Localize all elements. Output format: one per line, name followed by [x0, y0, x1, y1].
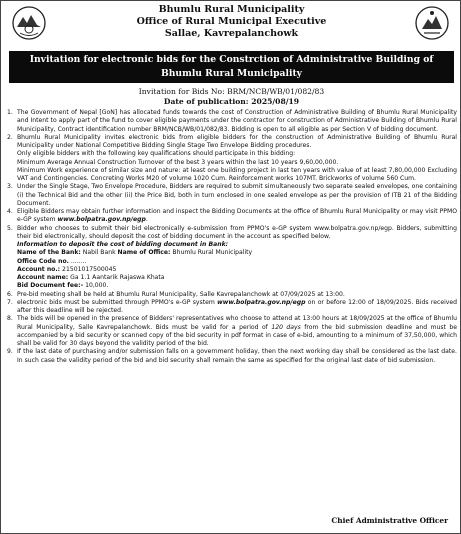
notice-body: [7, 109, 457, 365]
clause-1: 1. The Government of Nepal [GoN] has allocated funds towards the cost of Construction of Administrative Building of Bhumlu Rural Municipality and Intent to apply part of the fund to cover eligible payments under the contractor for construction of Administrative Building of Bhumlu Rural Municipality, Contract identification number BRM/NCB/WB/01/082/83. Bidding is open to all eligible as per Section V of bidding document.: [7, 109, 457, 133]
account-no-row: Account no.: 21501017500045: [17, 265, 117, 273]
banner-line-1: Invitation for electronic bids for the Constrction of Administrative Building of: [29, 54, 434, 65]
publication-date: Date of publication: 2025/08/19: [163, 97, 300, 106]
clause-9: 9. If the last date of purchasing and/or submission falls on a government holiday, then the next working day shall be considered as the last date. In such case the validity period of the bid and bid security shall remain the same as specified for the original last date of bid submission.: [7, 348, 457, 364]
clause-2-turnover: Minimum Average Annual Construction Turnover of the best 3 years within the last 10 years 9,60,00,000.: [17, 158, 339, 166]
clause-7: 7. electronic bids must be submitted through PPMO's e-GP system www.bolpatra.gov.np/egp on or before 12:00 of 18/09/2025. Bids received after this deadline will be rejected.: [7, 298, 457, 314]
notice-banner: [9, 51, 454, 83]
header-address: Sallae, Kavrepalanchowk: [164, 28, 299, 39]
header: [1, 4, 461, 40]
notice-meta: [1, 87, 461, 107]
ifb-number: Invitation for Bids No: BRM/NCB/WB/01/082/83: [138, 87, 325, 96]
clause-8: 8. The bids will be opened in the presence of Bidders' representatives who choose to attend at 13:00 hours at 18/09/2025 at the office of Bhumlu Rural Municipality, Salle Kavrepalanchowk. Bids must be valid for a period of 120 days from the bid submission deadline and must be accompanied by a bid security or scanned copy of the bid security in pdf format in case of e-bid, amounting to a minimum of 37,50,000, which shall be valid for 30 days beyond the validity period of the bid.: [7, 315, 458, 347]
clause-2: 2. Bhumlu Rural Municipality invites electronic bids from eligible bidders for the construction of Administrative Building of Bhumlu Rural Municipality under National Competitive Bidding Single Stage Two Envelope Bidding procedures.: [7, 133, 457, 149]
bank-heading: Information to deposit the cost of bidding document in Bank:: [17, 241, 229, 248]
clause-5: 5. Bidder who chooses to submit their bid electronically e-submission from PPMO's e-GP system www.bolpatra.gov.np/egp. Bidders, submitting their bid electronically, should deposit the cost of bidding document in the account as specified below.: [7, 224, 457, 240]
bank-name-row: Name of the Bank: Nabil Bank Name of Office: Bhumlu Rural Municipality: [17, 249, 253, 257]
clause-2-experience: Minimum Work experience of similar size and nature: at least one building project in last ten years with value of at least 7,80,00,000 Excluding VAT and Contingencies. Concreting Works M20 of volume 1020 Cum. Reinforcement works 107MT. Brickworks of volume 560 Cum.: [17, 166, 457, 182]
clause-6: 6. Pre-bid meeting shall be held at Bhumlu Rural Municipality, Salle Kavrepalanchowk at 07/09/2025 at 13:00.: [7, 290, 345, 298]
account-name-row: Account name: Ga 1.1 Aantarik Rajaswa Khata: [17, 274, 165, 281]
clause-2-qualifications: Only eligible bidders with the following key qualifications should participate in this bidding:: [17, 150, 296, 158]
signature: Chief Administrative Officer: [331, 516, 448, 525]
clause-3: 3. Under the Single Stage, Two Envelope Procedure, Bidders are required to submit simultaneously two separate sealed envelopes, one containing (i) the Technical Bid and the other (ii) the Price Bid, both in turn enclosed in one sealed envelope as per the provision of ITB 21 of the Bidding Document.: [7, 183, 457, 207]
egp-link[interactable]: www.bolpatra.gov.np/egp: [57, 216, 146, 224]
clause-4: 4. Eligible Bidders may obtain further information and inspect the Bidding Documents at the office of Bhumlu Rural Municipality or may visit PPMO e-GP system www.bolpatra.gov.np/egp.: [7, 208, 457, 224]
fee-row: Bid Document fee:- 10,000.: [17, 282, 109, 290]
banner-line-2: Bhumlu Rural Municipality: [160, 68, 303, 79]
header-office: Office of Rural Municipal Executive: [136, 16, 327, 27]
header-title: Bhumlu Rural Municipality: [158, 4, 305, 15]
egp-link-2[interactable]: www.bolpatra.gov.np/egp: [217, 298, 306, 306]
office-code-row: Office Code no. ........: [17, 257, 87, 265]
